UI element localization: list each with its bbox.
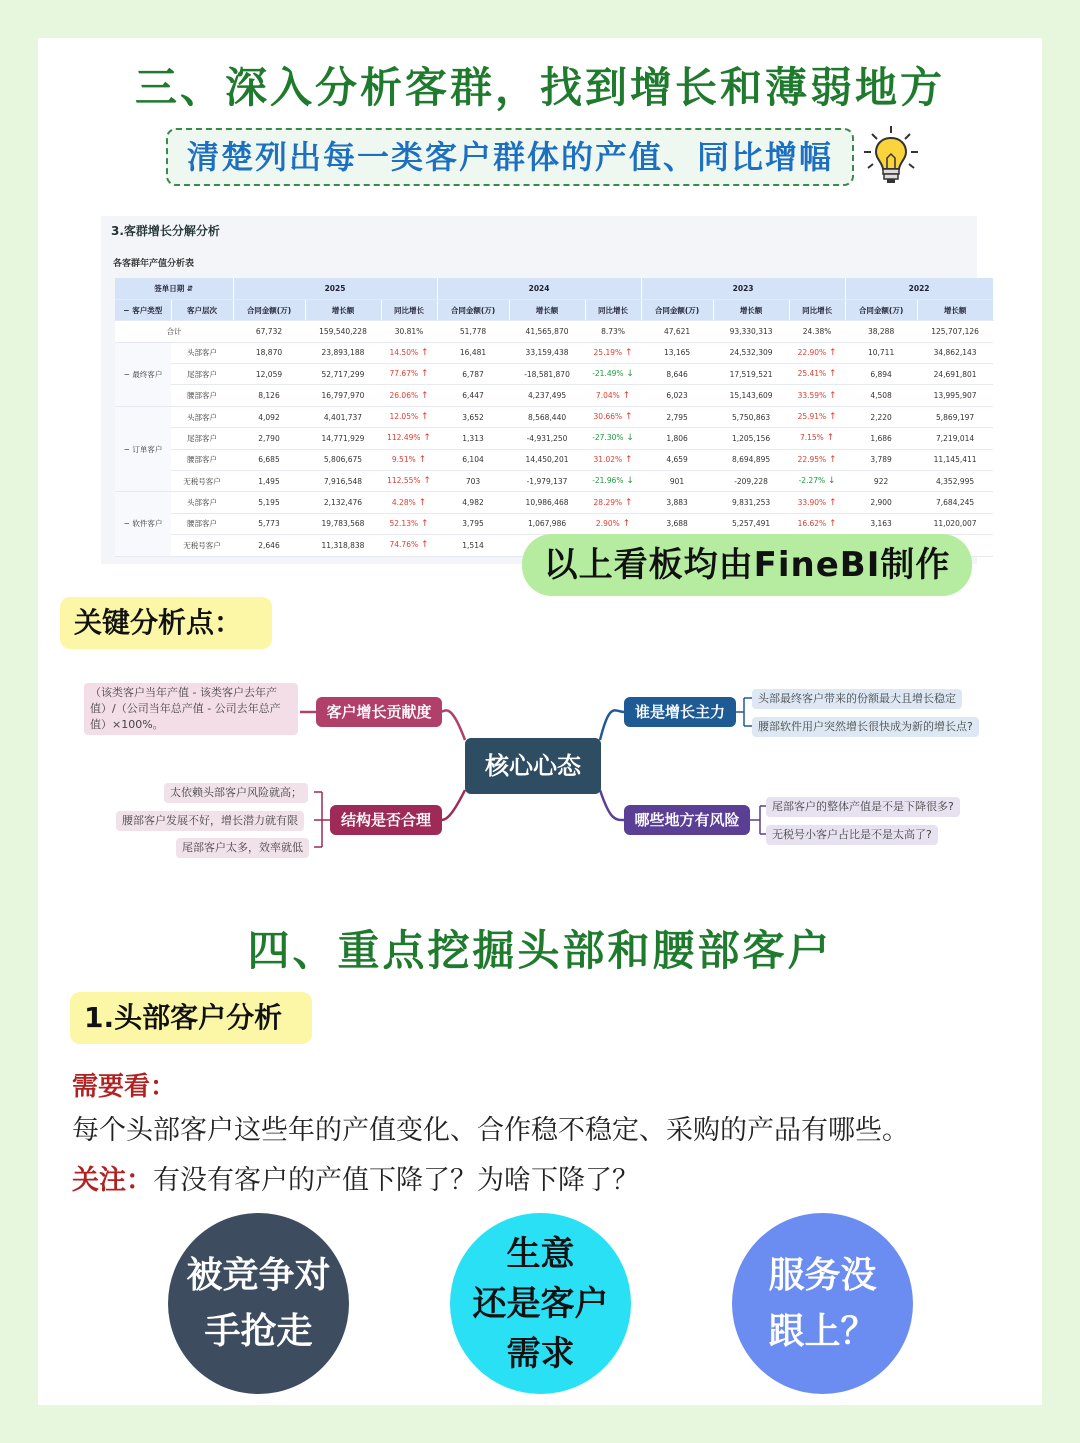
reason-circle-service: 服务没 跟上？ <box>732 1213 913 1394</box>
table-body <box>115 321 993 556</box>
mindmap-main-force: 谁是增长主力 <box>624 697 736 727</box>
section3-subtitle: 清楚列出每一类客户群体的产值、同比增幅 <box>166 128 854 186</box>
arrow-up-icon: ↑ <box>622 347 633 358</box>
col-yoy: 同比增长 <box>381 299 437 320</box>
table-cell: -4,931,250 <box>509 428 585 449</box>
table-cell: 4,508 <box>845 385 917 406</box>
table-cell: 9.51% ↑ <box>381 449 437 470</box>
table-cell: 34,862,143 <box>917 342 993 363</box>
table-cell: 8.73% <box>585 321 641 342</box>
table-cell: 13,995,907 <box>917 385 993 406</box>
table-cell: 11,318,838 <box>305 535 381 556</box>
mindmap-risk: 哪些地方有风险 <box>624 805 750 835</box>
table-cell: 7.04% ↑ <box>585 385 641 406</box>
level-cell: 尾部客户 <box>171 364 233 385</box>
table-cell: 5,195 <box>233 492 305 513</box>
arrow-up-icon: ↑ <box>826 518 837 529</box>
need-label: 需要看： <box>72 1072 177 1102</box>
table-cell: 3,163 <box>845 513 917 534</box>
table-cell: 6,023 <box>641 385 713 406</box>
total-label: 合计 <box>115 321 233 342</box>
table-cell: 2,132,476 <box>305 492 381 513</box>
col-amount: 合同金额(万) <box>845 299 917 320</box>
table-cell: 112.49% ↑ <box>381 428 437 449</box>
table-cell: 5,806,675 <box>305 449 381 470</box>
table-cell: 9,831,253 <box>713 492 789 513</box>
table-cell: 4,352,995 <box>917 471 993 492</box>
lightbulb-icon <box>858 122 924 188</box>
focus-text: 有没有客户的产值下降了？为啥下降了？ <box>153 1165 639 1196</box>
table-cell: 1,806 <box>641 428 713 449</box>
table-cell: 15,143,609 <box>713 385 789 406</box>
table-cell: 30.81% <box>381 321 437 342</box>
table-cell: 2.90% ↑ <box>585 513 641 534</box>
table-cell: 2,900 <box>845 492 917 513</box>
table-cell: 6,685 <box>233 449 305 470</box>
table-cell: 74.76% ↑ <box>381 535 437 556</box>
section3-title: 三、深入分析客群，找到增长和薄弱地方 <box>134 63 945 112</box>
table-cell: 3,652 <box>437 406 509 427</box>
group-toggle[interactable]: − 订单客户 <box>115 406 171 492</box>
table-cell: 7,916,548 <box>305 471 381 492</box>
arrow-down-icon: ↓ <box>825 476 836 487</box>
arrow-up-icon: ↑ <box>826 497 837 508</box>
table-cell: 26.06% ↑ <box>381 385 437 406</box>
mindmap-center: 核心心态 <box>465 738 601 794</box>
table-cell: 6,104 <box>437 449 509 470</box>
main-force-leaf: 头部最终客户带来的份额最大且增长稳定 <box>752 689 962 709</box>
arrow-down-icon: ↓ <box>623 369 634 380</box>
table-cell: 16,797,970 <box>305 385 381 406</box>
arrow-up-icon: ↑ <box>420 476 431 487</box>
total-row <box>115 321 993 342</box>
col-growth: 增长额 <box>509 299 585 320</box>
table-cell: 31.02% ↑ <box>585 449 641 470</box>
table-cell: 5,257,491 <box>713 513 789 534</box>
col-growth: 增长额 <box>917 299 993 320</box>
table-cell: 25.19% ↑ <box>585 342 641 363</box>
table-cell: 12,059 <box>233 364 305 385</box>
table-cell: 25.41% ↑ <box>789 364 845 385</box>
group-name: 软件客户 <box>132 519 163 529</box>
arrow-up-icon: ↑ <box>826 454 837 465</box>
table-cell: 7.15% ↑ <box>789 428 845 449</box>
customer-group-table <box>115 278 994 557</box>
arrow-up-icon: ↑ <box>622 412 633 423</box>
table-cell: 1,686 <box>845 428 917 449</box>
level-cell: 腰部客户 <box>171 449 233 470</box>
risk-leaf: 尾部客户的整体产值是不是下降很多? <box>766 797 960 817</box>
mindmap-contribution: 客户增长贡献度 <box>316 697 442 727</box>
arrow-up-icon: ↑ <box>415 454 427 465</box>
table-cell: 18,870 <box>233 342 305 363</box>
arrow-down-icon: ↓ <box>623 476 634 487</box>
table-cell: 24,691,801 <box>917 364 993 385</box>
head-customer-label: 1.头部客户分析 <box>70 992 312 1044</box>
table-cell: 25.91% ↑ <box>789 406 845 427</box>
table-cell: 125,707,126 <box>917 321 993 342</box>
table-cell: -27.30% ↓ <box>585 428 641 449</box>
arrow-up-icon: ↑ <box>420 433 431 444</box>
table-cell: 8,694,895 <box>713 449 789 470</box>
col-customer-type[interactable]: − 客户类型 <box>115 299 171 320</box>
table-cell: 4,237,495 <box>509 385 585 406</box>
table-cell: 1,067,986 <box>509 513 585 534</box>
focus-line <box>72 1158 639 1197</box>
risk-leaf: 无税号小客户占比是不是太高了? <box>766 825 938 845</box>
arrow-up-icon: ↑ <box>826 347 837 358</box>
table-cell: 51,778 <box>437 321 509 342</box>
table-cell: 6,447 <box>437 385 509 406</box>
table-cell: 922 <box>845 471 917 492</box>
table-cell: 10,711 <box>845 342 917 363</box>
table-cell: 2,795 <box>641 406 713 427</box>
table-row <box>115 492 993 513</box>
arrow-up-icon: ↑ <box>619 518 631 529</box>
level-cell: 头部客户 <box>171 342 233 363</box>
table-cell: 3,883 <box>641 492 713 513</box>
arrow-up-icon: ↑ <box>418 412 429 423</box>
arrow-up-icon: ↑ <box>418 540 429 551</box>
table-cell: 24,532,309 <box>713 342 789 363</box>
table-cell: 22.95% ↑ <box>789 449 845 470</box>
table-cell: 5,750,863 <box>713 406 789 427</box>
table-cell: 1,313 <box>437 428 509 449</box>
table-cell: 1,514 <box>437 535 509 556</box>
arrow-up-icon: ↑ <box>418 369 429 380</box>
table-cell: 1,205,156 <box>713 428 789 449</box>
table-row <box>115 406 993 427</box>
table-cell: 703 <box>437 471 509 492</box>
table-cell: 67,732 <box>233 321 305 342</box>
dashboard-panel <box>101 216 977 564</box>
col-growth: 增长额 <box>305 299 381 320</box>
table-cell: 30.66% ↑ <box>585 406 641 427</box>
table-cell: -209,228 <box>713 471 789 492</box>
table-cell: 17,519,521 <box>713 364 789 385</box>
group-name: 最终客户 <box>132 369 163 379</box>
level-cell: 头部客户 <box>171 406 233 427</box>
table-cell: 14.50% ↑ <box>381 342 437 363</box>
table-cell: 8,568,440 <box>509 406 585 427</box>
table-cell: 159,540,228 <box>305 321 381 342</box>
arrow-up-icon: ↑ <box>619 390 631 401</box>
col-amount: 合同金额(万) <box>233 299 305 320</box>
table-row <box>115 513 993 534</box>
table-cell: 112.55% ↑ <box>381 471 437 492</box>
filter-date-header[interactable]: 签单日期 ⇵ <box>115 278 233 299</box>
table-cell: 24.38% <box>789 321 845 342</box>
finebi-badge: 以上看板均由FineBI制作 <box>522 534 972 596</box>
col-growth: 增长额 <box>713 299 789 320</box>
table-cell: 12.05% ↑ <box>381 406 437 427</box>
table-row <box>115 449 993 470</box>
table-cell: 11,020,007 <box>917 513 993 534</box>
table-cell: 19,783,568 <box>305 513 381 534</box>
table-cell: 38,288 <box>845 321 917 342</box>
arrow-up-icon: ↑ <box>622 497 633 508</box>
col-amount: 合同金额(万) <box>641 299 713 320</box>
col-yoy: 同比增长 <box>789 299 845 320</box>
contribution-formula: （该类客户当年产值 - 该类客户去年产值）/（公司当年总产值 - 公司去年总产值）×100%。 <box>84 683 298 735</box>
table-cell: 901 <box>641 471 713 492</box>
table-cell: 4.28% ↑ <box>381 492 437 513</box>
table-cell: -18,581,870 <box>509 364 585 385</box>
focus-label: 关注： <box>72 1165 153 1196</box>
group-name: 订单客户 <box>132 444 163 454</box>
table-cell: 41,565,870 <box>509 321 585 342</box>
arrow-up-icon: ↑ <box>826 369 837 380</box>
table-cell: 23,893,188 <box>305 342 381 363</box>
table-cell: 2,646 <box>233 535 305 556</box>
table-cell: 77.67% ↑ <box>381 364 437 385</box>
table-cell: 10,986,468 <box>509 492 585 513</box>
table-row <box>115 342 993 363</box>
level-cell: 头部客户 <box>171 492 233 513</box>
table-cell: -21.49% ↓ <box>585 364 641 385</box>
table-cell: 14,450,201 <box>509 449 585 470</box>
table-row <box>115 428 993 449</box>
arrow-down-icon: ↓ <box>623 433 634 444</box>
reason-circle-competitor: 被竞争对 手抢走 <box>168 1213 349 1394</box>
year-header: 2024 <box>437 278 641 299</box>
table-cell: 33,159,438 <box>509 342 585 363</box>
group-toggle[interactable]: − 软件客户 <box>115 492 171 556</box>
table-cell: 3,789 <box>845 449 917 470</box>
col-customer-level: 客户层次 <box>171 299 233 320</box>
arrow-up-icon: ↑ <box>622 454 633 465</box>
table-cell: 4,401,737 <box>305 406 381 427</box>
year-header: 2023 <box>641 278 845 299</box>
key-points-label: 关键分析点： <box>60 597 272 649</box>
table-cell: 3,795 <box>437 513 509 534</box>
year-header: 2025 <box>233 278 437 299</box>
arrow-up-icon: ↑ <box>418 347 429 358</box>
arrow-up-icon: ↑ <box>826 412 837 423</box>
table-cell: 6,894 <box>845 364 917 385</box>
table-cell: 22.90% ↑ <box>789 342 845 363</box>
table-cell: 6,787 <box>437 364 509 385</box>
table-cell: 47,621 <box>641 321 713 342</box>
table-row <box>115 385 993 406</box>
table-row <box>115 471 993 492</box>
table-cell: 28.29% ↑ <box>585 492 641 513</box>
arrow-up-icon: ↑ <box>418 390 429 401</box>
col-yoy: 同比增长 <box>585 299 641 320</box>
table-cell: -2.27% ↓ <box>789 471 845 492</box>
year-header: 2022 <box>845 278 993 299</box>
section4-title: 四、重点挖掘头部和腰部客户 <box>247 926 833 975</box>
level-cell: 无税号客户 <box>171 535 233 556</box>
dashboard-title: 3.客群增长分解分析 <box>111 224 220 238</box>
structure-leaf: 尾部客户太多，效率就低 <box>176 838 309 858</box>
structure-leaf: 太依赖头部客户风险就高； <box>164 783 308 803</box>
table-cell: 5,869,197 <box>917 406 993 427</box>
table-cell: 4,982 <box>437 492 509 513</box>
table-cell: 16,481 <box>437 342 509 363</box>
table-cell: 33.59% ↑ <box>789 385 845 406</box>
table-cell: 7,684,245 <box>917 492 993 513</box>
structure-leaf: 腰部客户发展不好，增长潜力就有限 <box>116 811 304 831</box>
table-cell: 16.62% ↑ <box>789 513 845 534</box>
table-row <box>115 364 993 385</box>
table-cell: 93,330,313 <box>713 321 789 342</box>
arrow-up-icon: ↑ <box>418 518 429 529</box>
table-cell: 33.90% ↑ <box>789 492 845 513</box>
level-cell: 尾部客户 <box>171 428 233 449</box>
level-cell: 腰部客户 <box>171 513 233 534</box>
table-cell: 7,219,014 <box>917 428 993 449</box>
col-amount: 合同金额(万) <box>437 299 509 320</box>
table-cell: 4,092 <box>233 406 305 427</box>
table-cell: 8,126 <box>233 385 305 406</box>
dashboard-subtitle: 各客群年产值分析表 <box>113 259 195 269</box>
need-text: 每个头部客户这些年的产值变化、合作稳不稳定、采购的产品有哪些。 <box>72 1115 909 1146</box>
table-cell: 2,220 <box>845 406 917 427</box>
table-cell: 8,646 <box>641 364 713 385</box>
main-force-leaf: 腰部软件用户突然增长很快成为新的增长点? <box>752 717 979 737</box>
reason-circle-demand: 生意 还是客户 需求 <box>450 1213 631 1394</box>
arrow-up-icon: ↑ <box>826 390 837 401</box>
table-cell: 11,145,411 <box>917 449 993 470</box>
table-cell: 2,790 <box>233 428 305 449</box>
level-cell: 腰部客户 <box>171 385 233 406</box>
arrow-up-icon: ↑ <box>415 497 427 508</box>
table-cell: 3,688 <box>641 513 713 534</box>
table-cell: 1,495 <box>233 471 305 492</box>
table-cell: 52,717,299 <box>305 364 381 385</box>
mindmap-structure: 结构是否合理 <box>330 805 442 835</box>
table-cell: 52.13% ↑ <box>381 513 437 534</box>
table-cell: 14,771,929 <box>305 428 381 449</box>
table-cell: 5,773 <box>233 513 305 534</box>
table-cell: 4,659 <box>641 449 713 470</box>
group-toggle[interactable]: − 最终客户 <box>115 342 171 406</box>
table-cell: 13,165 <box>641 342 713 363</box>
table-cell: -1,979,137 <box>509 471 585 492</box>
arrow-up-icon: ↑ <box>823 433 835 444</box>
table-cell: -21.96% ↓ <box>585 471 641 492</box>
level-cell: 无税号客户 <box>171 471 233 492</box>
